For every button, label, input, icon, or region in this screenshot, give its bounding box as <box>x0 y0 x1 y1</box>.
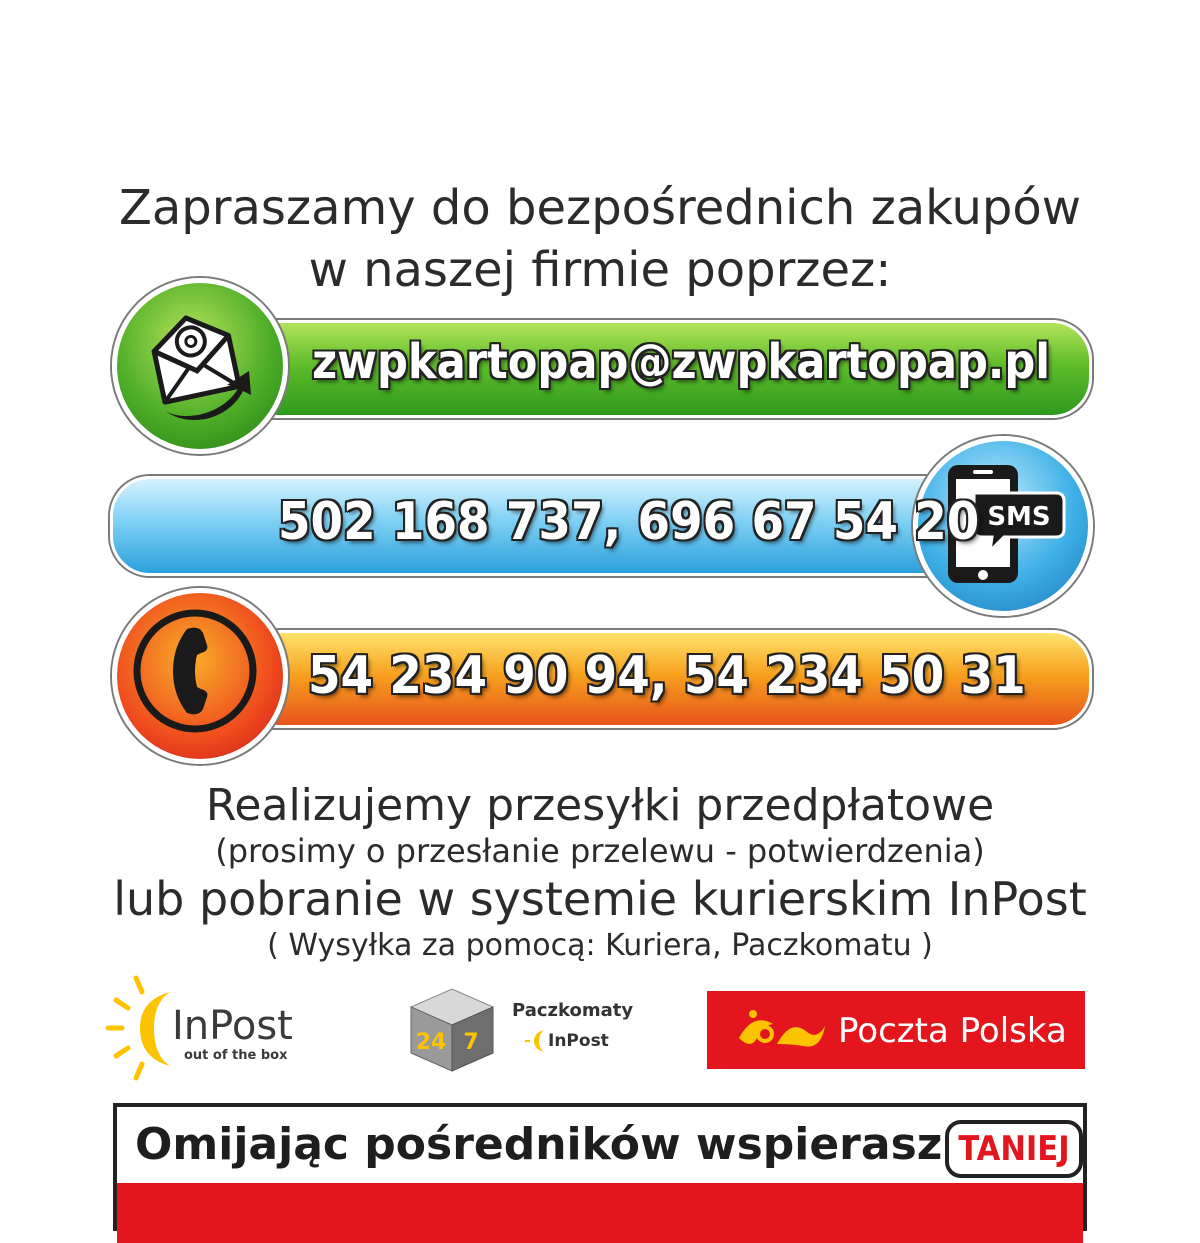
poczta-polska-name: Poczta Polska <box>838 1011 1067 1051</box>
taniej-label: TANIEJ <box>958 1129 1070 1169</box>
promo-banner <box>113 1103 1087 1231</box>
taniej-badge <box>945 1120 1083 1178</box>
intro-line-2: w naszej firmie poprzez: <box>308 242 892 298</box>
sms-label: SMS <box>987 502 1051 532</box>
post-horn-icon <box>733 1004 829 1056</box>
intro-line-1: Zapraszamy do bezpośrednich zakupów <box>118 180 1082 236</box>
paczkomaty-24-label: 24 <box>415 1030 447 1055</box>
phone-icon-circle <box>112 588 288 764</box>
phone-handset-icon <box>117 593 273 749</box>
paczkomaty-inpost: InPost <box>548 1031 609 1051</box>
inpost-name: InPost <box>172 1003 293 1049</box>
promo-banner-text: Omijając pośredników wspierasz <box>135 1119 943 1170</box>
shipping-line-4: ( Wysyłka za pomocą: Kuriera, Paczkomatu ) <box>267 928 933 963</box>
paczkomaty-7-label: 7 <box>463 1030 479 1055</box>
email-address[interactable]: zwpkartopap@zwpkartopap.pl <box>312 334 1051 390</box>
inpost-tagline: out of the box <box>184 1048 288 1063</box>
promo-banner-red-strip <box>117 1183 1083 1243</box>
paczkomaty-cube-icon <box>405 985 500 1075</box>
landline-numbers[interactable]: 54 234 90 94, 54 234 50 31 <box>308 646 1026 706</box>
shipping-line-1: Realizujemy przesyłki przedpłatowe <box>205 780 995 831</box>
envelope-icon <box>117 283 273 439</box>
shipping-line-2: (prosimy o przesłanie przelewu - potwierdzenia) <box>215 832 985 870</box>
email-icon-circle <box>112 278 288 454</box>
shipping-line-3: lub pobranie w systemie kurierskim InPost <box>113 872 1087 926</box>
paczkomaty-name: Paczkomaty <box>512 1000 634 1021</box>
inpost-small-sun-icon <box>524 1026 548 1056</box>
mobile-numbers[interactable]: 502 168 737, 696 67 54 20 <box>278 492 980 552</box>
